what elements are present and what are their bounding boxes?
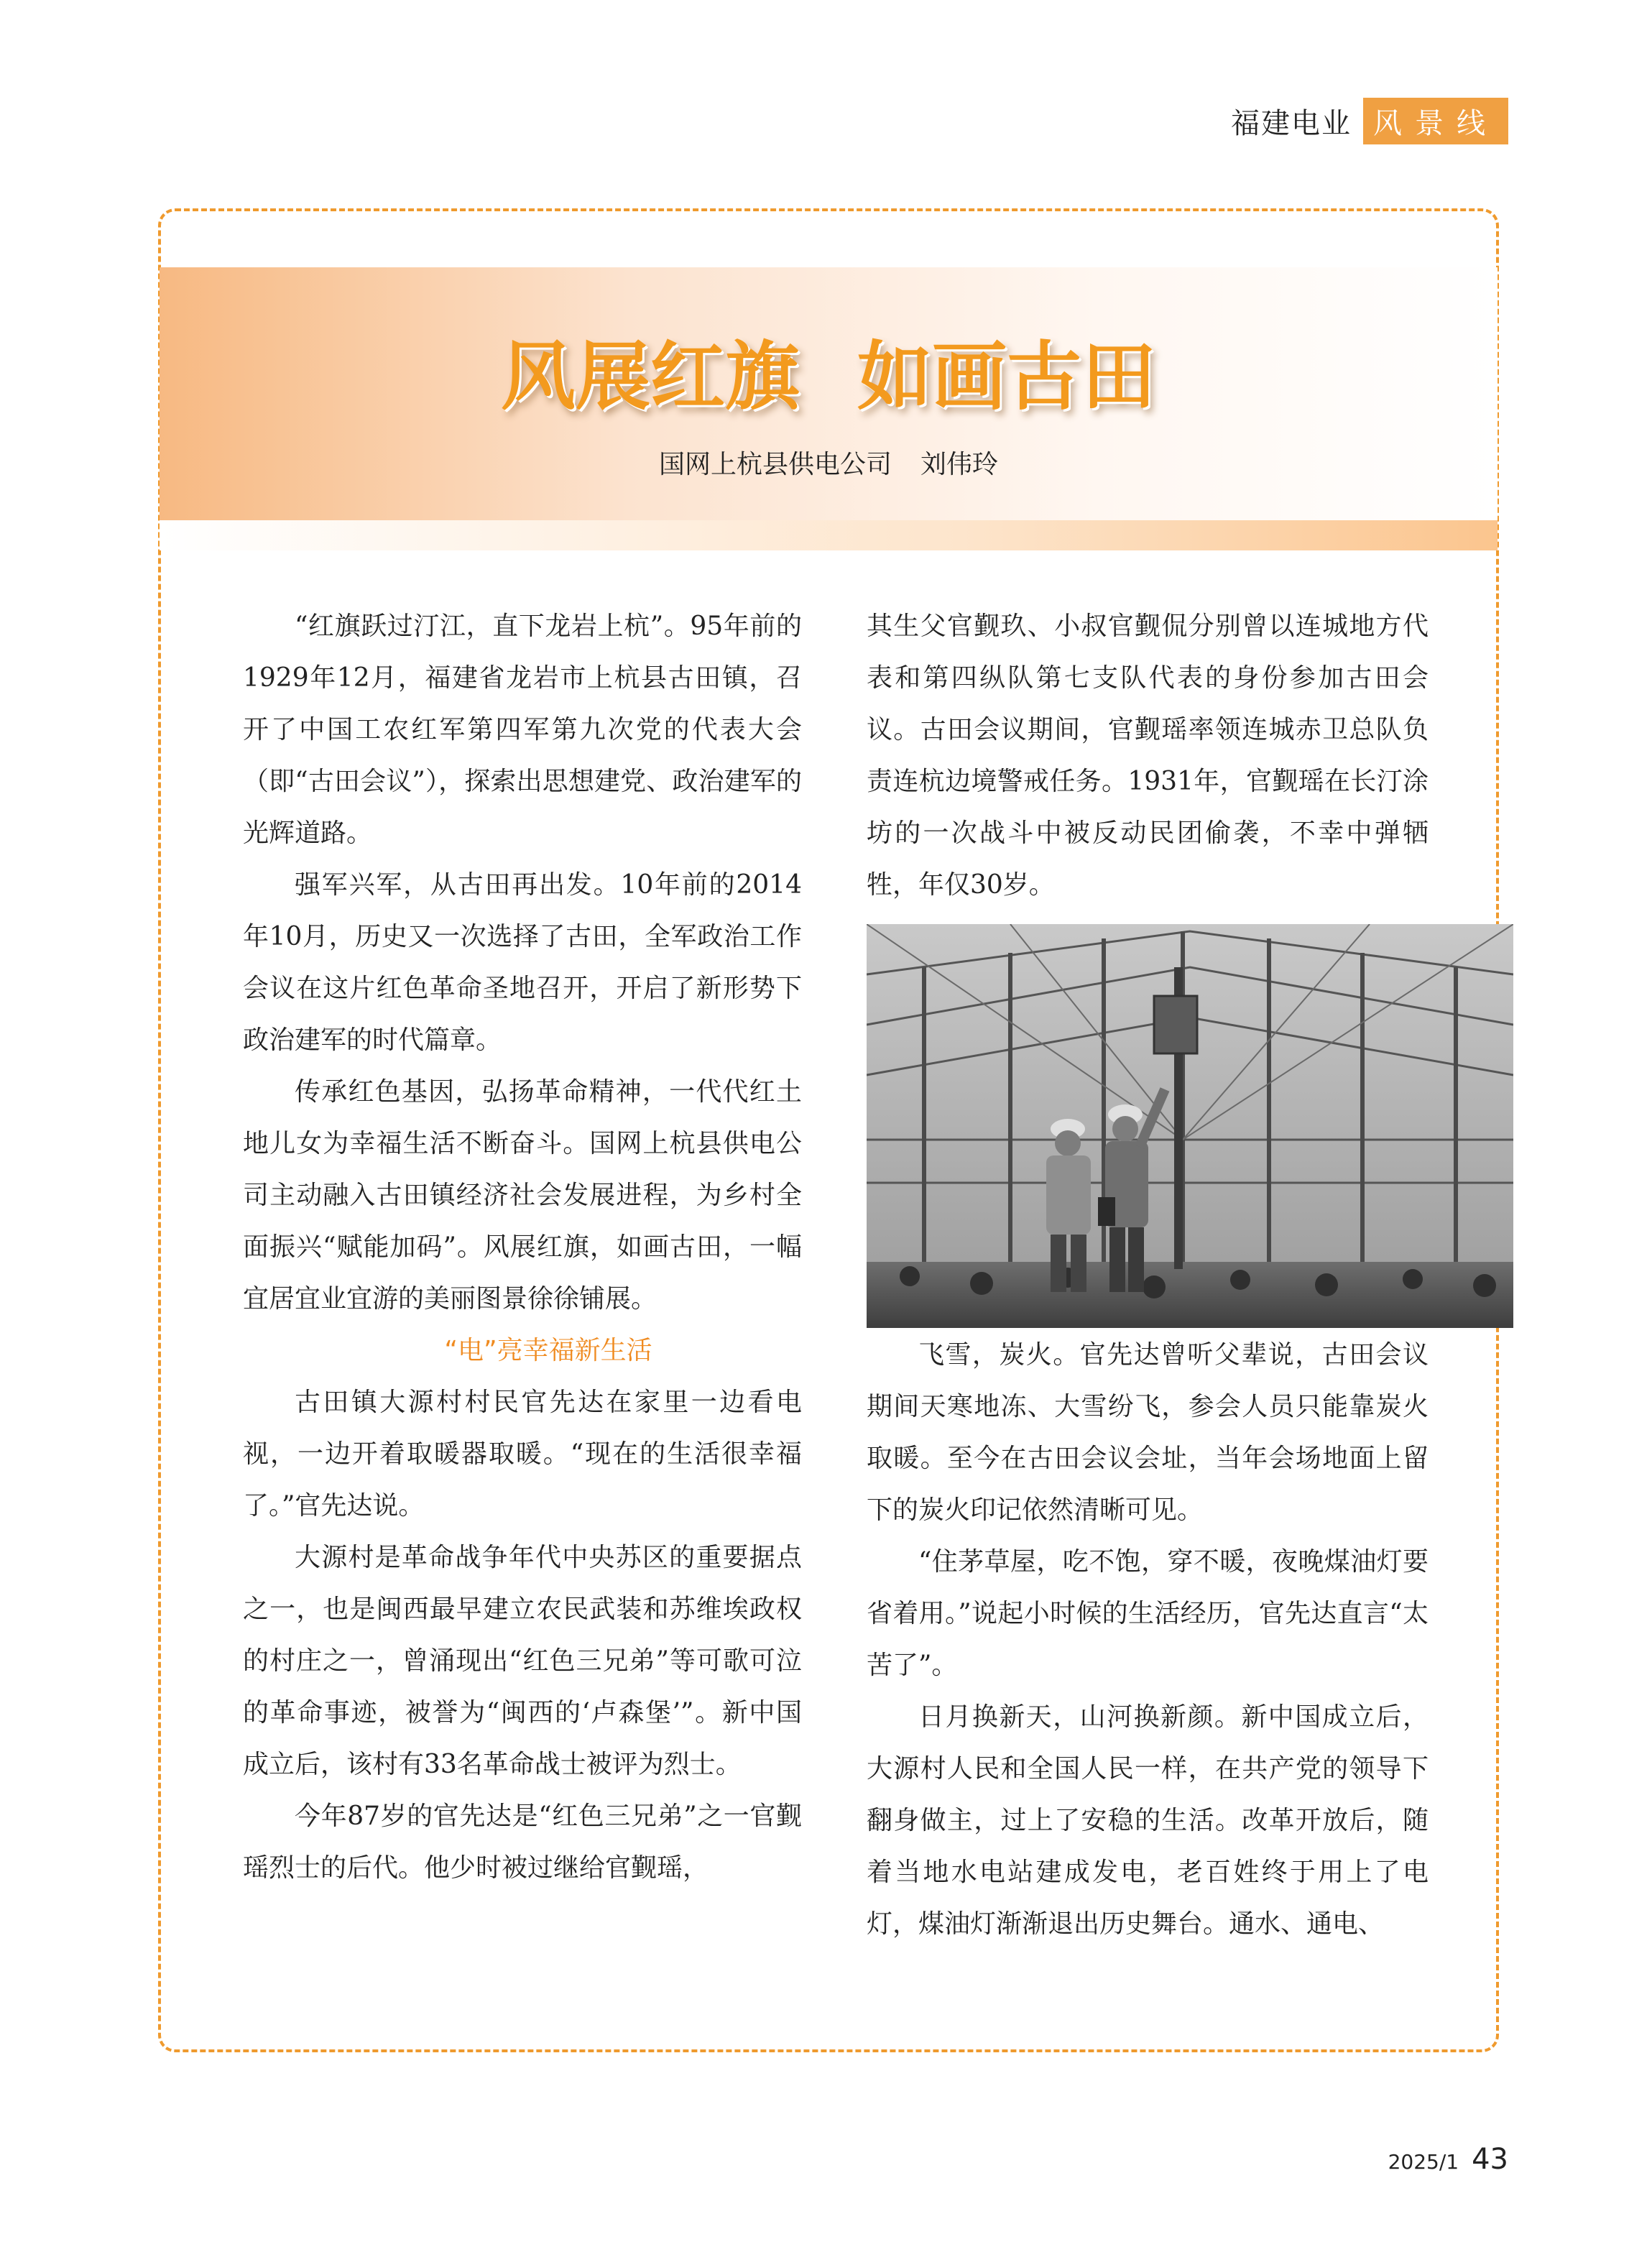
paragraph: “红旗跃过汀江，直下龙岩上杭”。95年前的1929年12月，福建省龙岩市上杭县古田镇，召开了中国工农红军第四军第九次党的代表大会（即“古田会议”），探索出思想建党、政治建军的光辉道路。 [243,612,802,848]
section-tag: 风景线 [1363,98,1508,144]
page-header [1231,98,1508,144]
paragraph: 大源村是革命战争年代中央苏区的重要据点之一，也是闽西最早建立农民武装和苏维埃政权的村庄之一，曾涌现出“红色三兄弟”等可歌可泣的革命事迹，被誉为“闽西的‘卢森堡’”。新中国成立后，该村有33名革命战士被评为烈士。 [243,1543,802,1779]
byline [160,444,1498,481]
banner-stripe [160,520,1498,550]
paragraph: 日月换新天，山河换新颜。新中国成立后，大源村人民和全国人民一样，在共产党的领导下翻身做主，过上了安稳的生活。改革开放后，随着当地水电站建成发电，老百姓终于用上了电灯，煤油灯渐渐退出历史舞台。通水、通电、 [867,1702,1429,1939]
paragraph: “住茅草屋，吃不饱，穿不暖，夜晚煤油灯要省着用。”说起小时候的生活经历，官先达直言“太苦了”。 [867,1547,1429,1680]
byline-org: 国网上杭县供电公司 [658,450,892,479]
page-footer [1388,2143,1508,2176]
paragraph: 古田镇大源村村民官先达在家里一边看电视，一边开着取暖器取暖。“现在的生活很幸福了。”官先达说。 [243,1388,802,1521]
right-column-bottom [867,1329,1429,1950]
page-number: 43 [1472,2143,1508,2176]
byline-author: 刘伟玲 [920,450,999,479]
paragraph: 传承红色基因，弘扬革命精神，一代代红土地儿女为幸福生活不断奋斗。国网上杭县供电公司主动融入古田镇经济社会发展进程，为乡村全面振兴“赋能加码”。风展红旗，如画古田，一幅宜居宜业宜游的美丽图景徐徐铺展。 [243,1077,802,1314]
title-part-2: 如画古田 [857,333,1157,420]
paragraph: 其生父官觐玖、小叔官觐侃分别曾以连城地方代表和第四纵队第七支队代表的身份参加古田会议。古田会议期间，官觐瑶率领连城赤卫总队负责连杭边境警戒任务。1931年，官觐瑶在长汀涂坊的一次战斗中被反动民团偷袭，不幸中弹牺牲，年仅30岁。 [867,612,1429,900]
magazine-name: 福建电业 [1231,107,1352,140]
left-column [243,601,802,1894]
paragraph: 今年87岁的官先达是“红色三兄弟”之一官觐瑶烈士的后代。他少时被过继给官觐瑶， [243,1802,802,1883]
title-part-1: 风展红旗 [500,333,800,420]
right-column-top [867,601,1429,911]
paragraph: 强军兴军，从古田再出发。10年前的2014年10月，历史又一次选择了古田，全军政治工作会议在这片红色革命圣地召开，开启了新形势下政治建军的时代篇章。 [243,870,802,1055]
article-title [160,316,1498,424]
section-subheading: “电”亮幸福新生活 [444,1336,652,1365]
greenhouse-illustration [867,924,1513,1328]
paragraph: 飞雪，炭火。官先达曾听父辈说，古田会议期间天寒地冻、大雪纷飞，参会人员只能靠炭火取暖。至今在古田会议会址，当年会场地面上留下的炭火印记依然清晰可见。 [867,1340,1429,1525]
greenhouse-photo [867,924,1513,1328]
issue-number: 2025/1 [1388,2150,1459,2174]
